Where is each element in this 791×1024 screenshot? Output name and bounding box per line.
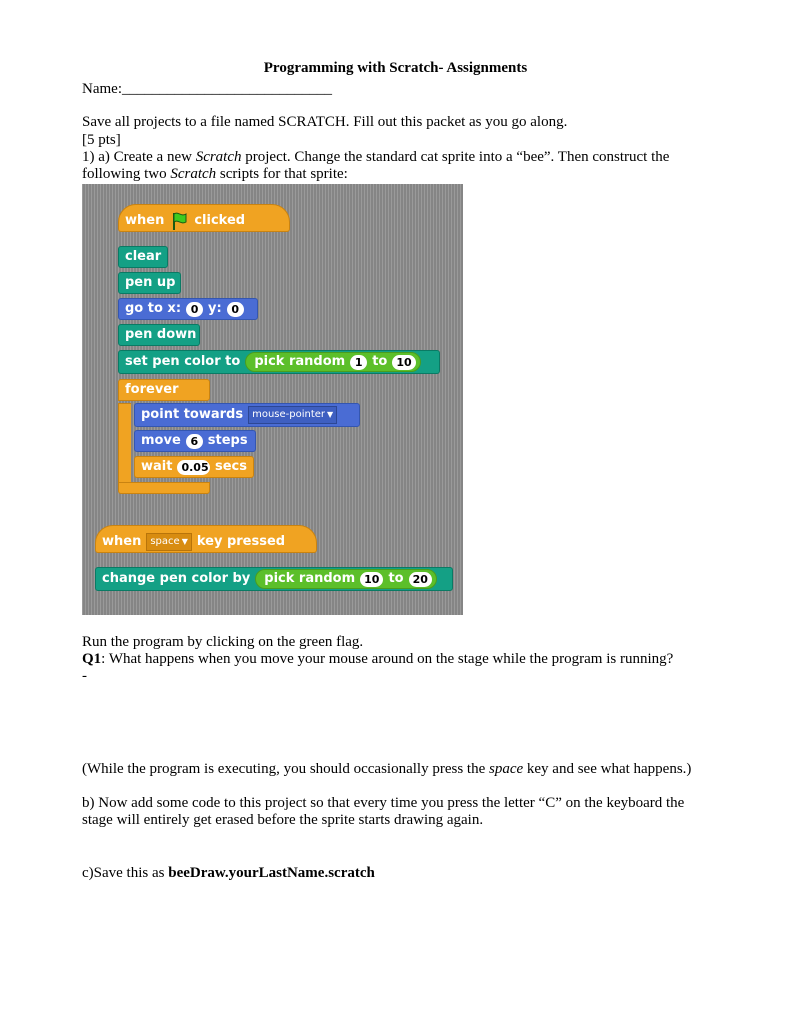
- forever-c-arm: [118, 403, 131, 487]
- question-b-line2: stage will entirely get erased before the sprite starts drawing again.: [82, 812, 484, 828]
- while-note: (While the program is executing, you should occasionally press the space key and see what happens.): [82, 761, 692, 777]
- target-dropdown[interactable]: mouse-pointer ▼: [248, 406, 337, 424]
- set-pen-color-block[interactable]: set pen color to pick random 1 to 10: [118, 350, 440, 374]
- random-to-input[interactable]: 10: [392, 355, 415, 370]
- wait-input[interactable]: 0.05: [177, 460, 210, 475]
- point-towards-block[interactable]: point towards mouse-pointer ▼: [134, 403, 360, 427]
- question-1a-line1: 1) a) Create a new Scratch project. Change the standard cat sprite into a “bee”. Then construct the: [82, 149, 670, 165]
- clear-block[interactable]: clear: [118, 246, 168, 268]
- go-to-xy-block[interactable]: go to x: 0 y: 0: [118, 298, 258, 320]
- y-input[interactable]: 0: [227, 302, 244, 317]
- pen-up-block[interactable]: pen up: [118, 272, 181, 294]
- question-1: Q1: What happens when you move your mouse around on the stage while the program is running?: [82, 651, 674, 667]
- x-input[interactable]: 0: [186, 302, 203, 317]
- when-flag-clicked-block[interactable]: when clicked: [118, 204, 290, 232]
- forever-c-bottom: [118, 482, 210, 494]
- pick-random-reporter[interactable]: pick random 1 to 10: [245, 352, 420, 372]
- save-instructions: Save all projects to a file named SCRATCH. Fill out this packet as you go along.: [82, 114, 568, 130]
- steps-input[interactable]: 6: [186, 434, 203, 449]
- name-line: Name:____________________________: [82, 81, 332, 97]
- dropdown-arrow-icon: ▼: [181, 537, 188, 546]
- random-to-input[interactable]: 20: [409, 572, 432, 587]
- pen-down-block[interactable]: pen down: [118, 324, 200, 346]
- forever-block[interactable]: forever: [118, 379, 210, 401]
- question-c: c)Save this as beeDraw.yourLastName.scratch: [82, 865, 375, 881]
- move-steps-block[interactable]: move 6 steps: [134, 430, 256, 452]
- wait-secs-block[interactable]: wait 0.05 secs: [134, 456, 254, 478]
- green-flag-icon: [169, 211, 189, 231]
- question-b-line1: b) Now add some code to this project so that every time you press the letter “C” on the keyboard the: [82, 795, 685, 811]
- random-from-input[interactable]: 1: [350, 355, 367, 370]
- document-title: Programming with Scratch- Assignments: [263, 60, 528, 76]
- question-1a-line2: following two Scratch scripts for that sprite:: [82, 166, 348, 182]
- run-instruction: Run the program by clicking on the green flag.: [82, 634, 364, 650]
- when-key-pressed-block[interactable]: when space ▼ key pressed: [95, 525, 317, 553]
- pick-random-reporter[interactable]: pick random 10 to 20: [255, 569, 437, 589]
- random-from-input[interactable]: 10: [360, 572, 383, 587]
- key-dropdown[interactable]: space ▼: [146, 533, 192, 551]
- dropdown-arrow-icon: ▼: [327, 410, 334, 419]
- answer-dash: -: [82, 668, 87, 684]
- points: [5 pts]: [82, 132, 121, 148]
- change-pen-color-block[interactable]: change pen color by pick random 10 to 20: [95, 567, 453, 591]
- scratch-scripts-area: [82, 184, 463, 615]
